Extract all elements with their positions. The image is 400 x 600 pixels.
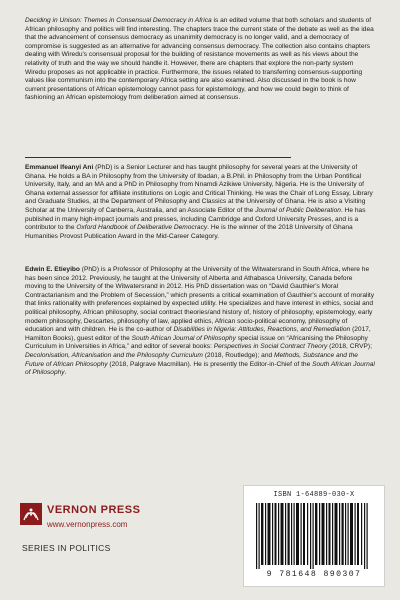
divider-line [25,157,291,158]
bio-text: . [64,369,67,377]
author-bio-2 [25,266,375,378]
publisher-url: www.vernonpress.com [47,520,128,529]
bio-text: (2018, Palgrave Macmillan). He is presently the Editor-in-Chief of the [107,360,313,368]
book-title: Disabilities in Nigeria: Attitudes, Reactions, and Remediation [173,326,351,334]
bio-text: special issue on “Africanising the Philosophy Curriculum in Universities in Africa,” and editor of several books: [25,334,368,351]
book-title: Deciding in Unison: Themes in Consensual Democracy in Africa [25,17,212,24]
book-title: Oxford Handbook of Deliberative Democracy [76,224,208,232]
journal-title: South African Journal of Philosophy [25,360,375,377]
isbn-barcode-box [243,485,385,587]
blurb-paragraph [25,17,375,103]
book-title: Methods, Substance and the Future of African Philosophy [25,351,358,368]
isbn-label: ISBN 1-64889-030-X [273,491,355,499]
bio-text: . He is the winner of the 2018 University of Ghana Humanities Provost Publication Award in the Mid-Career Category. [25,224,353,240]
bio-text: . He has published in many high-impact journals and presses, including Cambridge and Oxford University Presses, and is a contributor to the [25,206,366,232]
back-cover-blurb [25,17,375,103]
book-title: Decolonisation, Africanisation and the Philosophy Curriculum [25,351,203,359]
series-label: SERIES IN POLITICS [22,543,111,553]
bio-text: (PhD) is a Professor of Philosophy at the University of the Witwatersrand in South Africa, where he has been since 2012. Previously, he taught at the University of Alberta and Athabasca University, Canada before moving to the University of the Witwatersrand in 2012. His PhD dissertation was on “David Gauthier's Moral Contractarianism and the Problem of Secession,” which presents a critical examination of Gauthier's account of morality that links rationality with preferences explained by expected utility. He specializes and have interest in ethics, social and political philosophy, African philosophy, social contract theories/and history of, history of philosophy, epistemology, early modern philosophy, Descartes, philosophy of law, applied ethics, African socio-political economy, philosophy of education and with children. He is the co-author of [25,266,375,334]
journal-title: Journal of Public Deliberation [255,206,341,214]
bio-text: (2018, Routledge); and [202,351,275,359]
barcode-digits: 9 781648 890307 [266,570,362,579]
author-bio-1 [25,164,375,241]
barcode-icon [252,503,376,569]
journal-title: South African Journal of Philosophy [131,334,236,342]
book-title: Perspectives in Social Contract Theory [213,343,328,351]
publisher-name: VERNON PRESS [47,504,141,516]
bio-text: (2018, CRVP); [327,343,372,351]
bio-text: (2017, Hamilton Books), guest editor of the [25,326,371,342]
author-name: Emmanuel Ifeanyi Ani [25,164,94,171]
vernon-press-logo-icon [20,503,42,525]
author-name: Edwin E. Etieyibo [25,266,80,273]
bio-text: (PhD) is a Senior Lecturer and has taught philosophy for several years at the University of Ghana. He holds a BA in Philosophy from the University of Ibadan, a B.Phil. in Philosophy from the Urban Pontifical University, Italy, and an MA and a PhD in Philosophy from Nnamdi Azikiwe University, Nigeria. He is the University of Ghana external assessor for affiliate institutions on Logic and Critical Thinking. He was the Chair of Long Essay, Library and Graduate Studies, at the Department of Philosophy and Classics at the University of Ghana. He is also a Visiting Scholar at the University of Canberra, Australia, and an Associate Editor of the [25,164,373,214]
blurb-text: is an edited volume that both scholars and students of African philosophy and politics will find interesting. The chapters trace the current state of the debate as well as the idea that the advancement of consensus democracy as unanimity democracy is no longer valid, and a democracy of compromise is suggested as an alternative for advancing consensus democracy. The collection also contains chapters dealing with Wiredu's consensual proposal for the building of resistance movements as well as his views about the relativity of truth and the way we should handle it. However, there are chapters that explore the non-party system Wiredu proposes as not applicable in practice. Furthermore, the issues related to transferring consensus-supporting values like communism into the contemporary Africa setting are also examined. Also discussed in the book is how current presentations of African epistemology cannot pass for epistemology, and how we could begin to think of fashioning an African epistemology from deliberation aimed at consensus. [25,17,374,102]
